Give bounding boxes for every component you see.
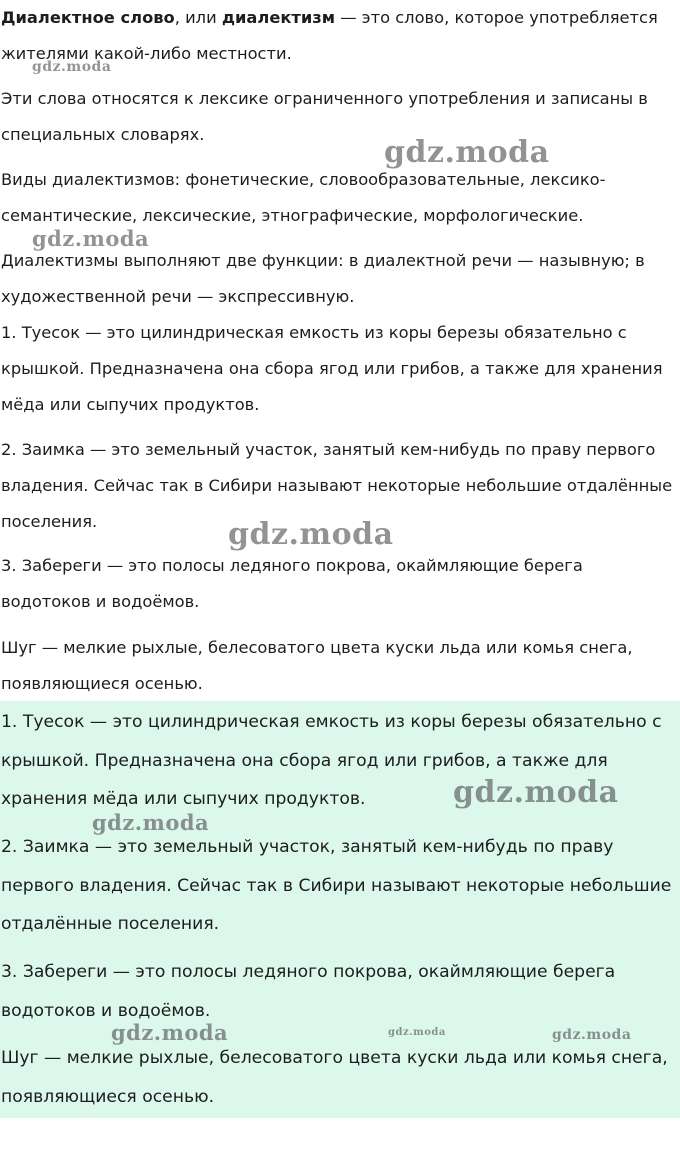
watermark: gdz.moda xyxy=(552,1027,632,1043)
intro-paragraph xyxy=(1,0,677,72)
paragraph-lexicon: Эти слова относятся к лексике ограниченного употребления и записаны в специальных словарях. xyxy=(1,89,648,144)
intro-definition: — это слово, которое употребляется жителями какой-либо местности. xyxy=(1,8,658,63)
paragraph-zaimka: 2. Заимка — это земельный участок, занятый кем-нибудь по праву первого владения. Сейчас так в Сибири называют некоторые небольшие отдалённые поселения. xyxy=(1,440,673,531)
watermark: gdz.moda xyxy=(111,1020,229,1045)
paragraph-shug: Шуг — мелкие рыхлые, белесоватого цвета куски льда или комья снега, появляющиеся осенью. xyxy=(1,638,633,693)
watermark: gdz.moda xyxy=(453,775,619,810)
answer-shug: Шуг — мелкие рыхлые, белесоватого цвета куски льда или комья снега, появляющиеся осенью. xyxy=(1,1048,668,1107)
answer-zaimka: 2. Заимка — это земельный участок, занятый кем-нибудь по праву первого владения. Сейчас так в Сибири называют некоторые небольшие отдалённые поселения. xyxy=(1,837,672,935)
intro-separator: , или xyxy=(174,8,222,27)
term-dialectism: диалектизм xyxy=(221,8,336,27)
paragraph-types: Виды диалектизмов: фонетические, словообразовательные, лексико-семантические, лексические, этнографические, морфологические. xyxy=(1,170,606,225)
term-dialect-word: Диалектное слово xyxy=(1,8,175,27)
answer-zaberegi: 3. Забереги — это полосы ледяного покрова, окаймляющие берега водотоков и водоёмов. xyxy=(1,962,616,1021)
watermark: gdz.moda xyxy=(32,226,150,251)
watermark: gdz.moda xyxy=(32,59,112,75)
watermark: gdz.moda xyxy=(384,135,550,170)
answer-tuesok: 1. Туесок — это цилиндрическая емкость из коры березы обязательно с крышкой. Предназначена она сбора ягод или грибов, а также для хранения мёда или сыпучих продуктов. xyxy=(1,712,662,810)
paragraph-tuesok: 1. Туесок — это цилиндрическая емкость из коры березы обязательно с крышкой. Предназначена она сбора ягод или грибов, а также для хранения мёда или сыпучих продуктов. xyxy=(1,323,663,414)
watermark: gdz.moda xyxy=(228,517,394,552)
paragraph-functions: Диалектизмы выполняют две функции: в диалектной речи — назывную; в художественной речи — экспрессивную. xyxy=(1,251,645,306)
watermark: gdz.moda xyxy=(92,810,210,835)
paragraph-zaberegi: 3. Забереги — это полосы ледяного покрова, окаймляющие берега водотоков и водоёмов. xyxy=(1,556,583,611)
watermark: gdz.moda xyxy=(388,1027,446,1038)
